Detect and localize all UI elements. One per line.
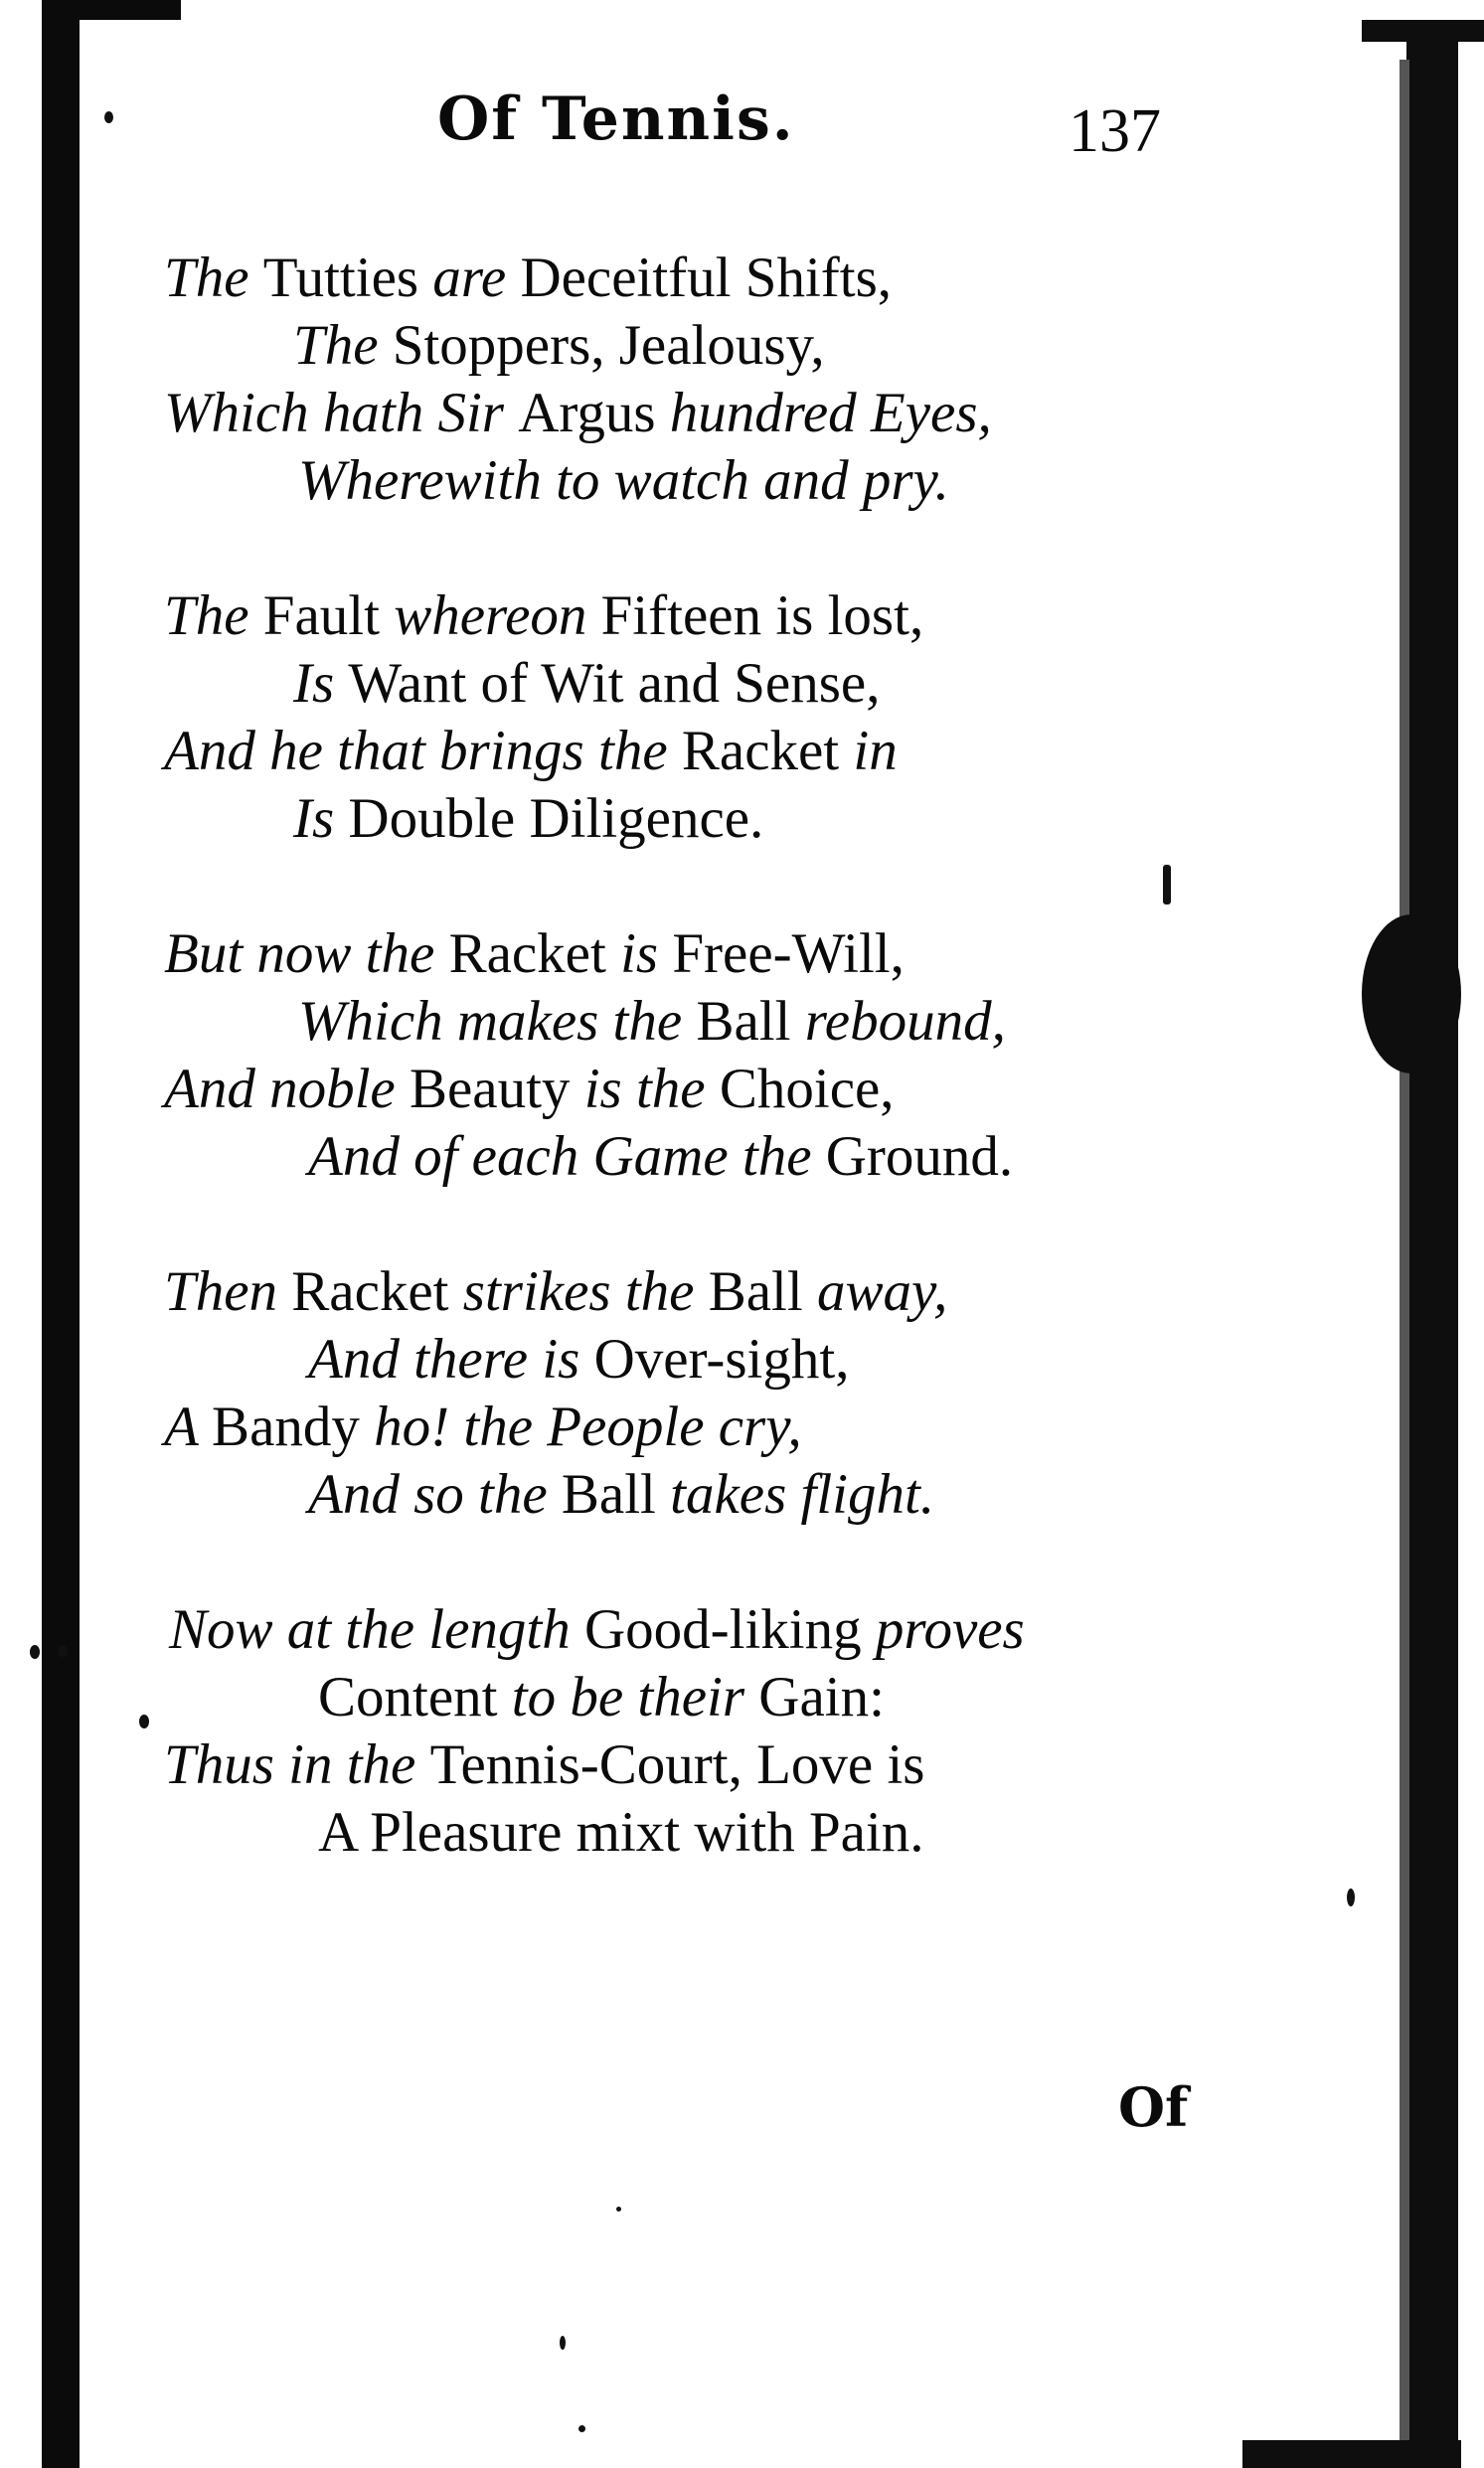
verse-line [293,649,880,719]
ink-speck [1163,865,1171,905]
verse-italic-text: And so the [308,1463,562,1526]
verse-roman-text: Ground. [825,1125,1014,1188]
ink-speck [1347,1889,1355,1906]
running-header-title: Of Tennis. [437,84,795,154]
verse-italic-text: rebound, [804,990,1006,1053]
verse-roman-text: Over-sight, [593,1328,850,1391]
verse-italic-text: proves [875,1598,1025,1661]
verse-line [164,919,905,989]
verse-roman-text: Content [318,1666,512,1728]
verse-italic-text: Thus in the [164,1733,430,1796]
verse-line [293,311,825,381]
page-edge-right [1406,20,1458,2468]
verse-line [293,784,763,854]
verse-line [318,1663,885,1732]
verse-roman-text: Bandy [212,1396,375,1458]
verse-italic-text: takes flight. [670,1463,935,1526]
verse-roman-text: Free-Will, [672,922,905,985]
verse-roman-text: Want of Wit and Sense, [348,652,881,715]
verse-italic-text: And of each Game the [308,1125,826,1188]
verse-line [164,1055,895,1124]
verse-italic-text: strikes the [462,1260,709,1323]
verse-italic-text: Wherewith to watch and pry. [298,449,949,512]
verse-italic-text: away, [816,1260,948,1323]
verse-italic-text: Which hath Sir [164,382,519,444]
verse-roman-text: Beauty [409,1058,584,1120]
ink-speck [139,1715,149,1728]
verse-line [164,244,892,313]
verse-roman-text: Fifteen is lost, [600,584,924,647]
verse-roman-text: Stoppers, Jealousy, [392,314,825,377]
verse-italic-text: The [164,247,263,309]
verse-roman-text: Gain: [758,1666,885,1728]
verse-italic-text: is [620,922,673,985]
verse-line [164,379,992,448]
verse-italic-text: Is [293,652,349,715]
page-edge-left [42,0,80,2468]
verse-roman-text: Racket [291,1260,463,1323]
verse-roman-text: Tennis-Court, Love is [429,1733,925,1796]
page-edge-right-inner [1400,60,1409,2468]
verse-roman-text: Double Diligence. [348,787,764,850]
verse-italic-text: are [432,247,521,309]
verse-roman-text: Fault [262,584,395,647]
verse-roman-text: Ball [708,1260,817,1323]
verse-italic-text: A [164,1396,213,1458]
verse-roman-text: Ball [696,990,805,1053]
ink-speck [578,2425,585,2432]
verse-italic-text: Then [164,1260,292,1323]
verse-italic-text: Now at the length [169,1598,584,1661]
verse-roman-text: A Pleasure mixt with Pain. [318,1801,924,1864]
verse-roman-text: Deceitful Shifts, [520,247,893,309]
verse-italic-text: And noble [164,1058,410,1120]
page-edge-right-bulge [1362,914,1461,1073]
verse-roman-text: Racket [448,922,621,985]
verse-roman-text: Racket [681,720,854,782]
verse-italic-text: in [853,720,898,782]
verse-line [308,1325,849,1395]
verse-line [164,1257,947,1327]
ink-speck [58,1645,68,1657]
verse-italic-text: The [164,584,263,647]
verse-italic-text: Is [293,787,349,850]
verse-italic-text: ho! the People cry, [374,1396,802,1458]
verse-italic-text: The [293,314,393,377]
verse-line [164,717,898,786]
verse-line [308,1122,1013,1192]
verse-italic-text: Which makes the [298,990,697,1053]
verse-roman-text: Choice, [719,1058,895,1120]
verse-italic-text: to be their [511,1666,759,1728]
verse-line [169,1595,1025,1665]
verse-line [318,1798,924,1868]
verse-roman-text: Tutties [262,247,433,309]
verse-italic-text: But now the [164,922,449,985]
ink-speck [104,111,113,123]
catchword: Of [1118,2075,1189,2139]
verse-italic-text: whereon [394,584,601,647]
verse-italic-text: And there is [308,1328,594,1391]
verse-italic-text: is the [583,1058,720,1120]
verse-roman-text: Argus [518,382,670,444]
verse-line [308,1460,934,1530]
verse-line [298,987,1006,1057]
verse-italic-text: hundred Eyes, [669,382,992,444]
ink-speck [560,2336,566,2350]
verse-roman-text: Good-liking [583,1598,876,1661]
ink-speck [616,2207,621,2212]
page-edge-right-bottom [1242,2440,1461,2468]
verse-italic-text: And he that brings the [164,720,682,782]
verse-line [164,581,923,651]
verse-roman-text: Ball [561,1463,671,1526]
verse-line [164,1393,802,1462]
verse-line [298,446,949,516]
ink-speck [30,1645,40,1659]
page-number: 137 [1069,97,1161,165]
verse-line [164,1730,924,1800]
